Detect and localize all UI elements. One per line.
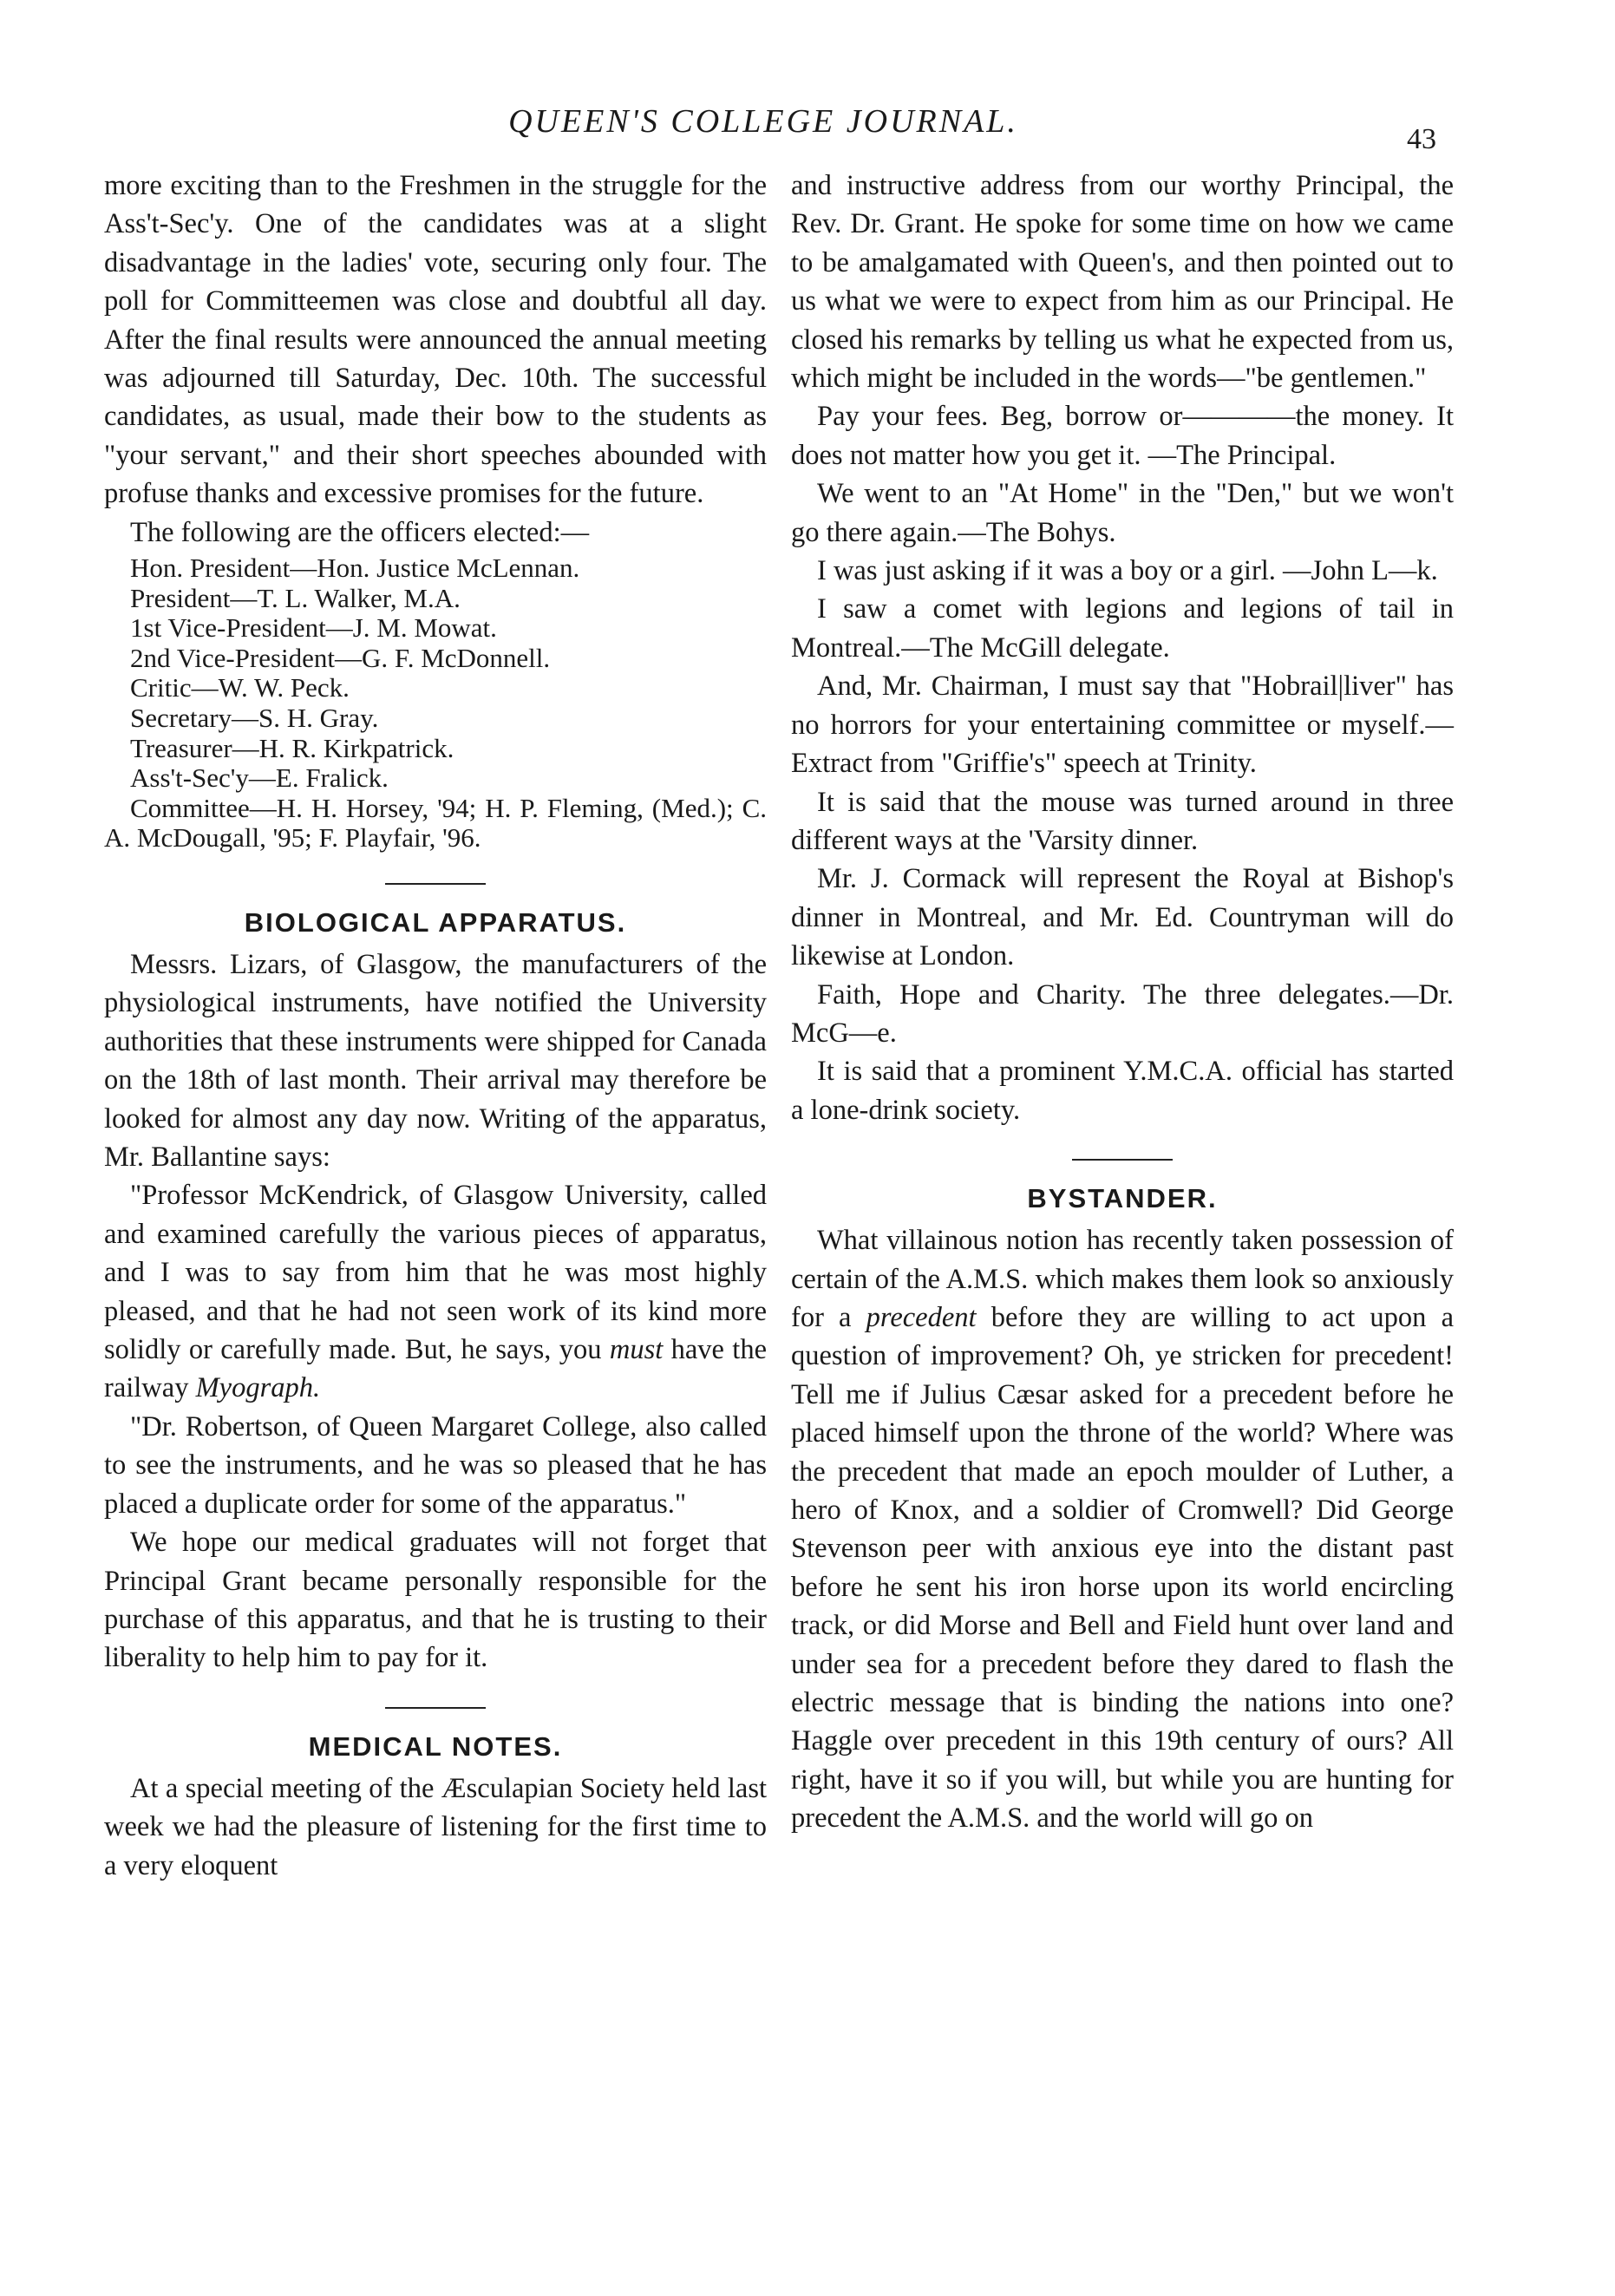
- note-item: Faith, Hope and Charity. The three delegates.—Dr. McG—e.: [791, 978, 1454, 1049]
- note-item: It is said that the mouse was turned around in three different ways at the 'Varsity dinner.: [791, 786, 1454, 856]
- left-column: [104, 167, 767, 1885]
- committee-list: Committee—H. H. Horsey, '94; H. P. Fleming, (Med.); C. A. McDougall, '95; F. Playfair, '96.: [104, 792, 767, 854]
- note-item: It is said that a prominent Y.M.C.A. official has started a lone-drink society.: [791, 1056, 1454, 1126]
- biological-apparatus-heading: BIOLOGICAL APPARATUS.: [244, 907, 627, 938]
- right-column: [791, 167, 1454, 1838]
- section-divider: [1072, 1159, 1173, 1161]
- officer-item: 2nd Vice-President—G. F. McDonnell.: [130, 642, 551, 673]
- officers-list: [104, 553, 767, 794]
- note-item: I saw a comet with legions and legions of tail in Montreal.—The McGill delegate.: [791, 593, 1454, 664]
- officer-item: Critic—W. W. Peck.: [130, 672, 350, 703]
- officers-intro: The following are the officers elected:—: [130, 516, 590, 548]
- note-item: Mr. J. Cormack will represent the Royal at Bishop's dinner in Montreal, and Mr. Ed. Countryman will do likewise at London.: [791, 863, 1454, 972]
- journal-title: QUEEN'S COLLEGE JOURNAL.: [508, 103, 1018, 140]
- officer-item: Ass't-Sec'y—E. Fralick.: [130, 762, 389, 794]
- note-item: Pay your fees. Beg, borrow or————the money. It does not matter how you get it. —The Principal.: [791, 401, 1454, 471]
- bystander-heading: BYSTANDER.: [1027, 1183, 1218, 1214]
- medical-notes-heading: MEDICAL NOTES.: [308, 1730, 563, 1762]
- section-divider: [385, 883, 486, 885]
- page-number: 43: [1407, 123, 1436, 155]
- election-paragraph: more exciting than to the Freshmen in the struggle for the Ass't-Sec'y. One of the candidates was at a slight disadvantage in the ladies' vote, securing only four. The poll for Committeemen was close and doubtful all day. After the final results were announced the annual meeting was adjourned till Saturday, Dec. 10th. The successful candidates, as usual, made their bow to the students as "your servant," and their short speeches abounded with profuse thanks and excessive promises for the future.: [104, 170, 767, 510]
- note-item: I was just asking if it was a boy or a girl. —John L—k.: [817, 555, 1438, 587]
- biological-quote: "Professor McKendrick, of Glasgow University, called and examined carefully the various pieces of apparatus, and I was to say from him that he was most highly pleased, and that he had not seen work of its kind more solidly or carefully made. But, he says, you must have the railway Myograph.: [104, 1180, 767, 1404]
- medical-paragraph-continued: and instructive address from our worthy Principal, the Rev. Dr. Grant. He spoke for some time on how we came to be amalgamated with Queen's, and then pointed out to us what we were to expect from him as our Principal. He closed his remarks by telling us what he expected from us, which might be included in the words—"be gentlemen.": [791, 170, 1454, 395]
- section-divider: [385, 1707, 486, 1709]
- biological-paragraph: Messrs. Lizars, of Glasgow, the manufacturers of the physiological instruments, have notified the University authorities that these instruments were shipped for Canada on the 18th of last month. Their arrival may therefore be looked for almost any day now. Writing of the apparatus, Mr. Ballantine says:: [104, 949, 767, 1174]
- note-item: We went to an "At Home" in the "Den," but we won't go there again.—The Bohys.: [791, 478, 1454, 548]
- officer-item: 1st Vice-President—J. M. Mowat.: [130, 612, 497, 644]
- officer-item: Hon. President—Hon. Justice McLennan.: [130, 553, 580, 584]
- officer-item: President—T. L. Walker, M.A.: [130, 582, 461, 613]
- biological-quote: "Dr. Robertson, of Queen Margaret College, also called to see the instruments, and he was so pleased that he has placed a duplicate order for some of the apparatus.": [104, 1410, 767, 1520]
- note-item: And, Mr. Chairman, I must say that "Hobrail|liver" has no horrors for your entertaining committee or myself.—Extract from "Griffie's" speech at Trinity.: [791, 670, 1454, 780]
- officer-item: Treasurer—H. R. Kirkpatrick.: [130, 732, 454, 763]
- medical-paragraph: At a special meeting of the Æsculapian Society held last week we had the pleasure of listening for the first time to a very eloquent: [104, 1772, 767, 1881]
- officer-item: Secretary—S. H. Gray.: [130, 703, 379, 734]
- biological-paragraph: We hope our medical graduates will not forget that Principal Grant became personally responsible for the purchase of this apparatus, and that he is trusting to their liberality to help him to pay for it.: [104, 1527, 767, 1674]
- bystander-paragraph: What villainous notion has recently taken possession of certain of the A.M.S. which makes them look so anxiously for a precedent before they are willing to act upon a question of improvement? Oh, ye stricken for precedent! Tell me if Julius Cæsar asked for a precedent before he placed himself upon the throne of the world? Where was the precedent that made an epoch moulder of Luther, a hero of Knox, and a soldier of Cromwell? Did George Stevenson peer with anxious eye into the distant past before he sent his iron horse upon its world encircling track, or did Morse and Bell and Field hunt over land and under sea for a precedent before they dared to flash the electric message that is binding the nations into one? Haggle over precedent in this 19th century of ours? All right, have it so if you will, but while you are hunting for precedent the A.M.S. and the world will go on: [791, 1225, 1455, 1835]
